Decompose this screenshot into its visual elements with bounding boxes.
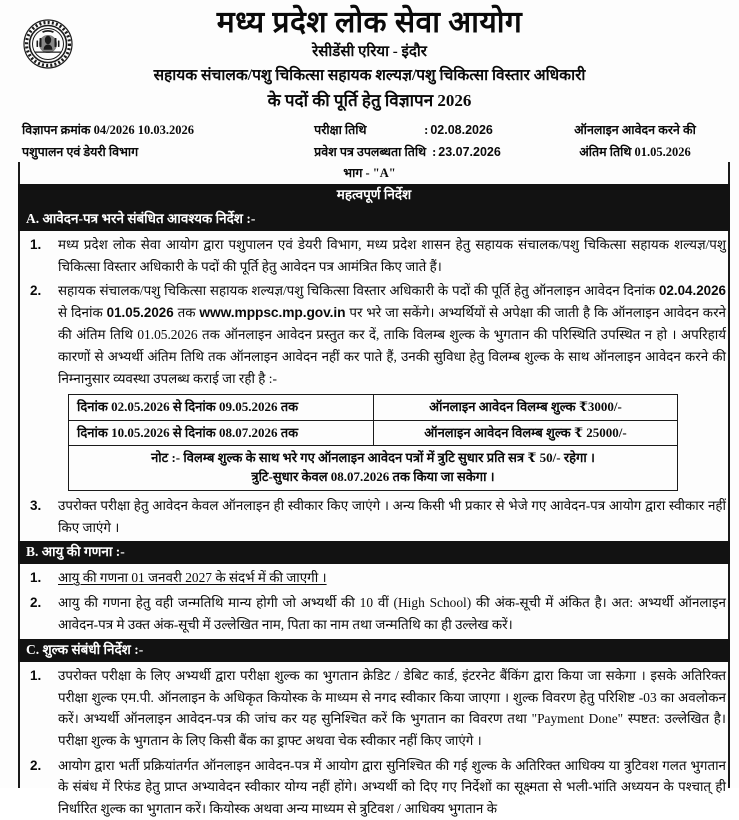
page-right-rule (728, 162, 730, 788)
page-title: मध्य प्रदेश लोक सेवा आयोग (216, 6, 523, 39)
mppsc-website-link[interactable]: www.mppsc.mp.gov.in (199, 305, 346, 320)
fee-period-cell: दिनांक 10.05.2026 से दिनांक 08.07.2026 तक (69, 420, 374, 445)
item-text-mid2: तक (173, 305, 200, 320)
section-c-body (20, 665, 728, 820)
mppsc-seal-emblem-icon (22, 18, 74, 70)
item-index: 1. (30, 570, 42, 586)
important-instructions-bar-wrap (18, 184, 730, 207)
item-text-mid1: से दिनांक (58, 305, 107, 320)
table-row (69, 420, 678, 445)
fee-note-line-2: त्रुटि-सुधार केवल 08.07.2026 तक किया जा सकेगा । (251, 469, 495, 485)
advertisement-meta (22, 120, 270, 163)
online-apply-label: ऑनलाइन आवेदन करने की (574, 123, 696, 138)
list-item (20, 755, 728, 820)
fee-amount-cell: ऑनलाइन आवेदन विलम्ब शुल्क ₹3000/- (374, 395, 678, 420)
admit-card-label: प्रवेश पत्र उपलब्धता तिथि (314, 144, 427, 159)
fee-note-line-1: नोट :- विलम्ब शुल्क के साथ भरे गए ऑनलाइन आवेदन पत्रों में त्रुटि सुधार प्रति सत्र ₹ 50/- रहेगा । (151, 449, 595, 465)
list-item (20, 665, 728, 752)
list-item (20, 567, 728, 589)
important-instructions-bar: महत्वपूर्ण निर्देश (18, 184, 730, 207)
exam-date-label: परीक्षा तिथि (314, 123, 367, 138)
document-header (0, 0, 739, 110)
item-text-part1: सहायक संचालक/पशु चिकित्सा सहायक शल्यज्ञ/पशु चिकित्सा विस्तार अधिकारी के पदों की पूर्ति हेतु ऑनलाइन आवेदन दिनांक (58, 283, 659, 299)
admit-card-colon: : (432, 144, 437, 159)
online-apply-deadline: अंतिम तिथि 01.05.2026 (579, 144, 691, 159)
item-text: आयोग द्वारा भर्ती प्रक्रियांतर्गत ऑनलाइन आवेदन-पत्र में आयोग द्वारा सुनिश्चित की गई शुल्क के अतिरिक्त आधिक्य या त्रुटिवश गलत भुगतान के संबंध में रिफंड हेतु प्राप्त अभ्यावेदन स्वीकार योग्य नहीं होंगे। अभ्यर्थी को दिए गए निर्देशों का सूक्ष्मता से भली-भांति अध्ययन के पश्चात् ही निर्धारित शुल्क का भुगतान करें। कियोस्क अथवा अन्य माध्यम से त्रुटिवश / आधिक्य भुगतान के (58, 757, 726, 817)
post-names-line: सहायक संचालक/पशु चिकित्सा सहायक शल्यज्ञ/पशु चिकित्सा विस्तार अधिकारी (153, 67, 586, 85)
late-fee-table (68, 394, 678, 490)
item-text (58, 280, 728, 389)
list-item (20, 592, 728, 635)
online-end-date: 01.05.2026 (106, 305, 174, 320)
fee-amount-cell: ऑनलाइन आवेदन विलम्ब शुल्क ₹ 25000/- (374, 420, 678, 445)
table-row (69, 445, 678, 490)
exam-dates-meta (270, 120, 545, 163)
item-index: 1. (30, 667, 42, 683)
item-text: उपरोक्त परीक्षा हेतु आवेदन केवल ऑनलाइन ही स्वीकार किए जाएंगे । अन्य किसी भी प्रकार से भेजे गए आवेदन-पत्र आयोग द्वारा स्वीकार नहीं किए जाएंगे । (58, 497, 726, 535)
item-text: आयु की गणना हेतु वही जन्मतिथि मान्य होगी जो अभ्यर्थी की 10 वीं (High School) की अंक-सूची में अंकित है। अत: अभ्यर्थी ऑनलाइन आवेदन-पत्र मे उक्त अंक-सूची में उल्लेखित नाम, पिता का नाम तथा जन्मतिथि का ही उल्लेख करें। (58, 595, 726, 633)
organization-address: रेसीडेंसी एरिया - इंदौर (312, 43, 427, 60)
section-a-bar-wrap (18, 208, 730, 231)
online-apply-meta (545, 120, 725, 163)
part-label: भाग - "A" (343, 166, 396, 181)
item-index: 2. (30, 757, 42, 773)
list-item (20, 495, 728, 538)
fee-note-cell (69, 445, 678, 490)
section-b-bar-wrap (18, 541, 730, 564)
section-a-header: A. आवेदन-पत्र भरने संबंधित आवश्यक निर्देश :- (18, 208, 730, 231)
section-b-header: B. आयु की गणना :- (18, 541, 730, 564)
list-item (20, 234, 728, 277)
admit-card-value: 23.07.2026 (438, 144, 501, 159)
section-a-body (20, 234, 728, 541)
item-text: उपरोक्त परीक्षा के लिए अभ्यर्थी द्वारा परीक्षा शुल्क का भुगतान क्रेडिट / डेबिट कार्ड, इंटरनेट बैंकिंग द्वारा किया जा सकेगा । इसके अतिरिक्त परीक्षा शुल्क एम.पी. ऑनलाइन के अधिकृत कियोस्क के माध्यम से नगद स्वीकार किया जाएगा । शुल्क विवरण हेतु परिशिष्ट -03 का अवलोकन करें। अभ्यर्थी ऑनलाइन आवेदन-पत्र की जांच कर यह सुनिश्चित करें कि भुगतान का विवरण तथा "Payment Done" स्पष्टत: उल्लेखित है। परीक्षा शुल्क के भुगतान के लिए किसी बैंक का ड्राफ्ट अथवा चेक स्वीकार नहीं किए जाएंगे । (58, 667, 726, 749)
exam-date-colon: : (424, 123, 429, 138)
advertisement-number: विज्ञापन क्रमांक 04/2026 10.03.2026 (22, 123, 194, 138)
fee-period-cell: दिनांक 02.05.2026 से दिनांक 09.05.2026 तक (69, 395, 374, 420)
item-text: मध्य प्रदेश लोक सेवा आयोग द्वारा पशुपालन एवं डेयरी विभाग, मध्य प्रदेश शासन हेतु सहायक संचालक/पशु चिकित्सा सहायक शल्यज्ञ/पशु चिकित्सा विस्तार अधिकारी के पदों की पूर्ति हेतु आवेदन पत्र आमंत्रित किए जाते हैं। (58, 236, 726, 274)
item-index: 1. (30, 236, 42, 252)
item-index: 2. (30, 595, 42, 611)
department-name: पशुपालन एवं डेयरी विभाग (22, 144, 139, 159)
item-text: आयु की गणना 01 जनवरी 2027 के संदर्भ में की जाएगी । (58, 570, 327, 586)
exam-date-value: 02.08.2026 (430, 123, 493, 138)
advertisement-title: के पदों की पूर्ति हेतु विज्ञापन 2026 (267, 90, 472, 110)
section-c-header: C. शुल्क संबंधी निर्देश :- (18, 639, 730, 662)
online-start-date: 02.04.2026 (658, 283, 726, 299)
list-item (20, 280, 728, 389)
table-row (69, 395, 678, 420)
section-b-body (20, 567, 728, 638)
item-text-part2: पर भरे जा सकेंगे। अभ्यर्थियों से अपेक्षा की जाती है कि ऑनलाइन आवेदन करने की अंतिम तिथि 01.05.2026 तक ऑनलाइन आवेदन प्रस्तुत कर दें, ताकि विलम्ब शुल्क के भुगतान की परिस्थिति उपस्थित न हो । अपरिहार्य कारणों से अभ्यर्थी अंतिम तिथि तक ऑनलाइन आवेदन नहीं कर पाते हैं, उनकी सुविधा हेतु विलम्ब शुल्क के साथ ऑनलाइन आवेदन करने की निम्नानुसार व्यवस्था उपलब्ध कराई जा रही है :- (58, 305, 726, 386)
header-meta-row (0, 120, 739, 163)
item-index: 2. (30, 283, 42, 299)
section-c-bar-wrap (18, 639, 730, 662)
item-index: 3. (30, 497, 42, 513)
